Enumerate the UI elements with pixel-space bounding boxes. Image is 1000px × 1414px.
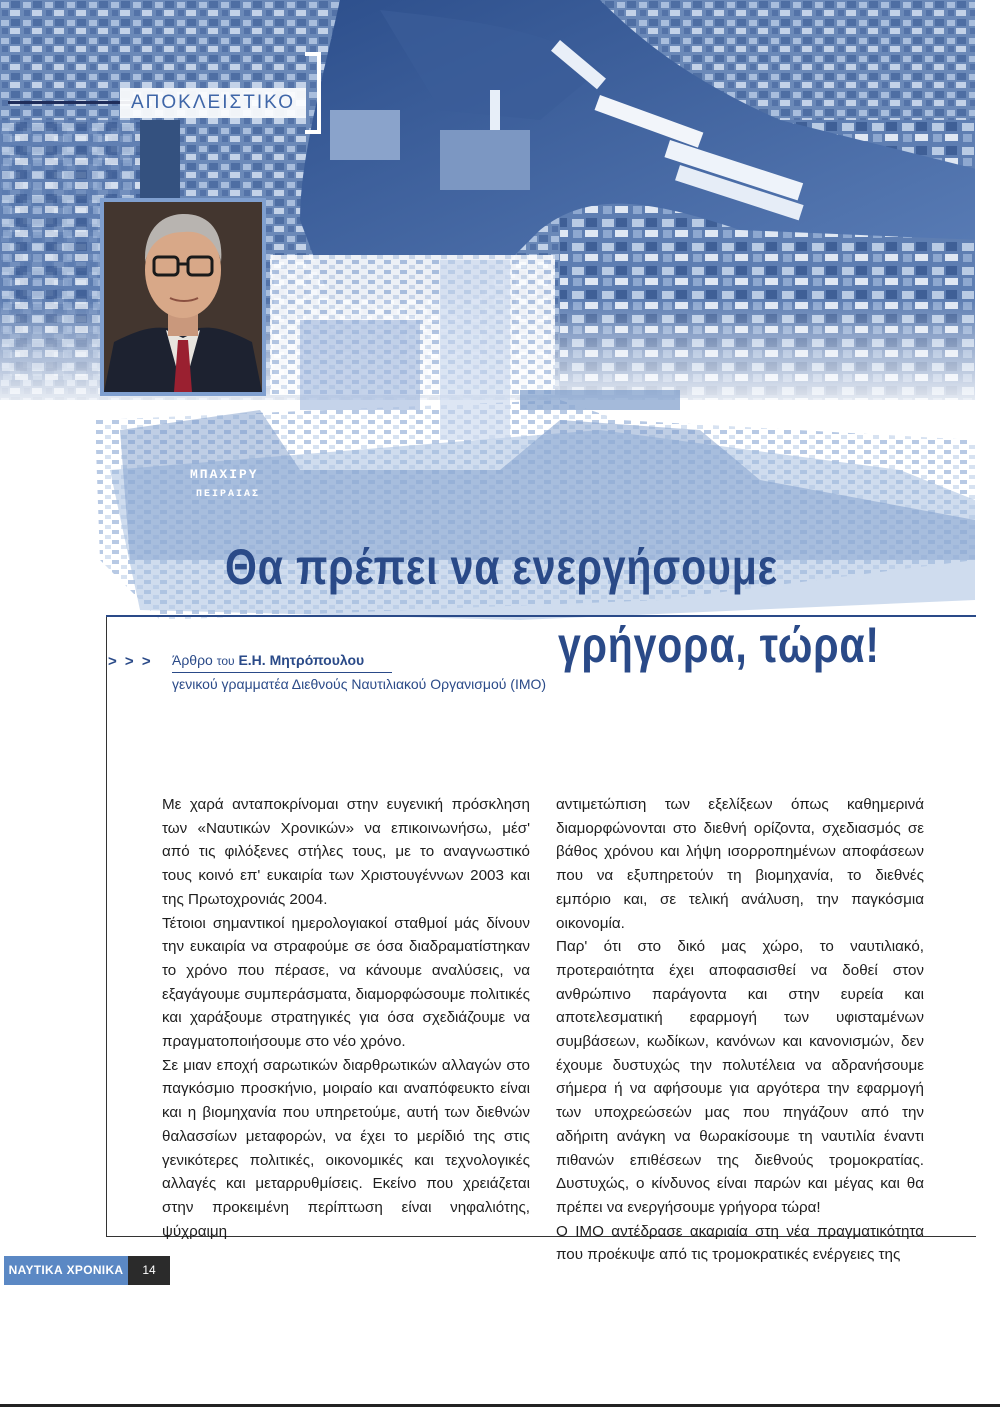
body-paragraph: αντιμετώπιση των εξελίξεων όπως καθημερινά διαμορφώνονται στο διεθνή ορίζοντα, σχεδιασμός σε βάθος χρόνου και λήψη ισορροπημένων αποφάσεων που να εξυπηρετούν τη βιομηχανία, το διεθνές εμπόριο και, σε τελική ανάλυση, την παγκόσμια οικονομία. [556, 796, 924, 932]
kicker-rule [8, 101, 136, 104]
byline [172, 652, 364, 668]
ship-name-text: ΜΠΑΧΙΡΥ [190, 467, 259, 482]
byline-arrows-icon: > > > [108, 653, 153, 670]
author-portrait [100, 198, 266, 396]
kicker-bracket [305, 52, 321, 134]
footer-magazine-name: ΝΑΥΤΙΚΑ ΧΡΟΝΙΚΑ [4, 1256, 128, 1285]
byline-role: γενικού γραμματέα Διεθνούς Ναυτιλιακού Οργανισμού (ΙΜΟ) [172, 676, 547, 692]
body-paragraph: Τέτοιοι σημαντικοί ημερολογιακοί σταθμοί μάς δίνουν την ευκαιρία να στραφούμε σε όσα διαδραματίστηκαν το χρόνο που πέρασε, να κάνουμε αναλύσεις, να εξαγάγουμε συμπεράσματα, διαμορφώσουμε πολιτικές και χαράξουμε στρατηγικές για όσα σχεδιάζουμε να πραγματοποιήσουμε στο νέο χρόνο. [162, 914, 530, 1051]
byline-prefix: Άρθρο [172, 652, 213, 668]
headline-line-2: γρήγορα, τώρα! [558, 617, 880, 673]
section-kicker: ΑΠΟΚΛΕΙΣΤΙΚΟ [120, 88, 306, 118]
headline-line-1: Θα πρέπει να ενεργήσουμε [225, 539, 778, 595]
body-paragraph: Ο ΙΜΟ αντέδρασε ακαριαία στη νέα πραγματικότητα που προέκυψε από τις τρομοκρατικές ενέργειες της [556, 1222, 924, 1264]
body-column-left [162, 793, 530, 1243]
footer-page-number: 14 [128, 1256, 170, 1285]
byline-rule [172, 672, 392, 673]
frame-left-line [106, 617, 107, 1237]
page-bottom-rule [0, 1404, 1000, 1407]
author-photo [104, 202, 262, 392]
body-paragraph: Με χαρά ανταποκρίνομαι στην ευγενική πρόσκληση των «Ναυτικών Χρονικών» να επικοινωνήσω, μέσ' από τις φιλόξενες στήλες τους, με το αναγνωστικό τους κοινό επ' ευκαιρία των Χριστουγέννων 2003 και της Πρωτοχρονιάς 2004. [162, 796, 530, 908]
body-paragraph: Σε μιαν εποχή σαρωτικών διαρθρωτικών αλλαγών στο παγκόσμιο προσκήνιο, μοιραίο και αναπόφευκτο είναι και η βιομηχανία που υπηρετούμε, αυτή των διεθνών θαλασσίων μεταφορών, να έχει το μερίδιό της στις γενικότερες πολιτικές, οικονομικές και τεχνολογικές αλλαγές και μεταρρυθμίσεις. Εκείνο που χρειάζεται στην προκειμένη περίπτωση είναι νηφαλιότης, ψύχραιμη [162, 1056, 530, 1240]
ship-port-text: ΠΕΙΡΑΙΑΣ [196, 489, 261, 500]
byline-of: του [216, 654, 235, 668]
byline-author: Ε.Η. Μητρόπουλου [238, 652, 365, 668]
body-column-right [556, 793, 924, 1267]
body-paragraph: Παρ' ότι στο δικό μας χώρο, το ναυτιλιακό, προτεραιότητα έχει αποφασισθεί να δοθεί στον ανθρώπινο παράγοντα και στην ευρεία και αποτελεσματική εφαρμογή των υφισταμένων συμβάσεων, κωδίκων, κανόνων και κανονισμών, δεν έχουμε δυστυχώς την πολυτέλεια να αδρανήσουμε σήμερα ή να αφήσουμε για αργότερα την εφαρμογή των υποχρεώσεών μας που πηγάζουν από την αδήριτη ανάγκη να θωρακίσουμε τη ναυτιλία έναντι πιθανών επιθέσεων της διεθνούς τρομοκρατίας. Δυστυχώς, ο κίνδυνος είναι παρών και μέγας και θα πρέπει να ενεργήσουμε γρήγορα τώρα! [556, 938, 924, 1216]
